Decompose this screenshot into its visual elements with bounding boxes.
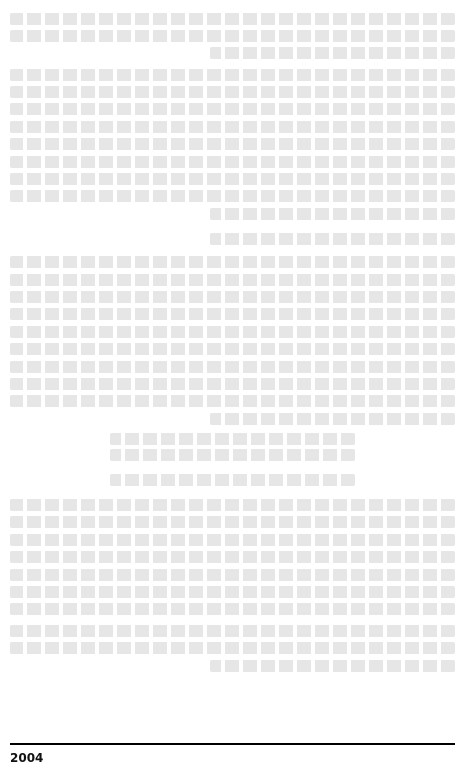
text-line: [10, 603, 455, 615]
text-line: [10, 361, 455, 373]
text-block-1: [10, 10, 455, 223]
page-footer: [10, 743, 455, 765]
text-line: [10, 138, 455, 150]
text-line: [10, 516, 455, 528]
text-line: [10, 586, 455, 598]
text-line: [10, 499, 455, 511]
text-line: [10, 343, 455, 355]
text-line: [10, 69, 455, 81]
section-title-1: [10, 229, 455, 248]
paragraph: [10, 254, 455, 428]
text-line: [10, 30, 455, 42]
paragraph: [10, 497, 455, 619]
verse-line-2: [10, 448, 455, 462]
text-line: [10, 121, 455, 133]
text-block-2: [10, 254, 455, 428]
text-line: [10, 308, 455, 320]
text-line: [10, 256, 455, 268]
text-line: [10, 274, 455, 286]
text-line: [210, 413, 455, 425]
paragraph: [10, 66, 455, 223]
text-line: [10, 569, 455, 581]
footer-date: 2004: [10, 751, 44, 765]
text-line: [10, 378, 455, 390]
text-line: [10, 625, 455, 637]
text-line: [10, 642, 455, 654]
text-line: [210, 47, 455, 59]
text-line: [10, 534, 455, 546]
text-line: [210, 208, 455, 220]
text-line: [10, 291, 455, 303]
text-line: [10, 326, 455, 338]
section-title-2: [10, 470, 455, 489]
text-line: [10, 395, 455, 407]
verse-line-1: [10, 432, 455, 446]
text-line: [10, 551, 455, 563]
text-line: [10, 103, 455, 115]
text-line: [10, 173, 455, 185]
paragraph: [10, 10, 455, 62]
text-line: [10, 13, 455, 25]
text-block-3: [10, 497, 455, 675]
text-line: [10, 86, 455, 98]
text-line: [210, 660, 455, 672]
paragraph: [10, 622, 455, 674]
text-line: [10, 190, 455, 202]
text-line: [10, 156, 455, 168]
